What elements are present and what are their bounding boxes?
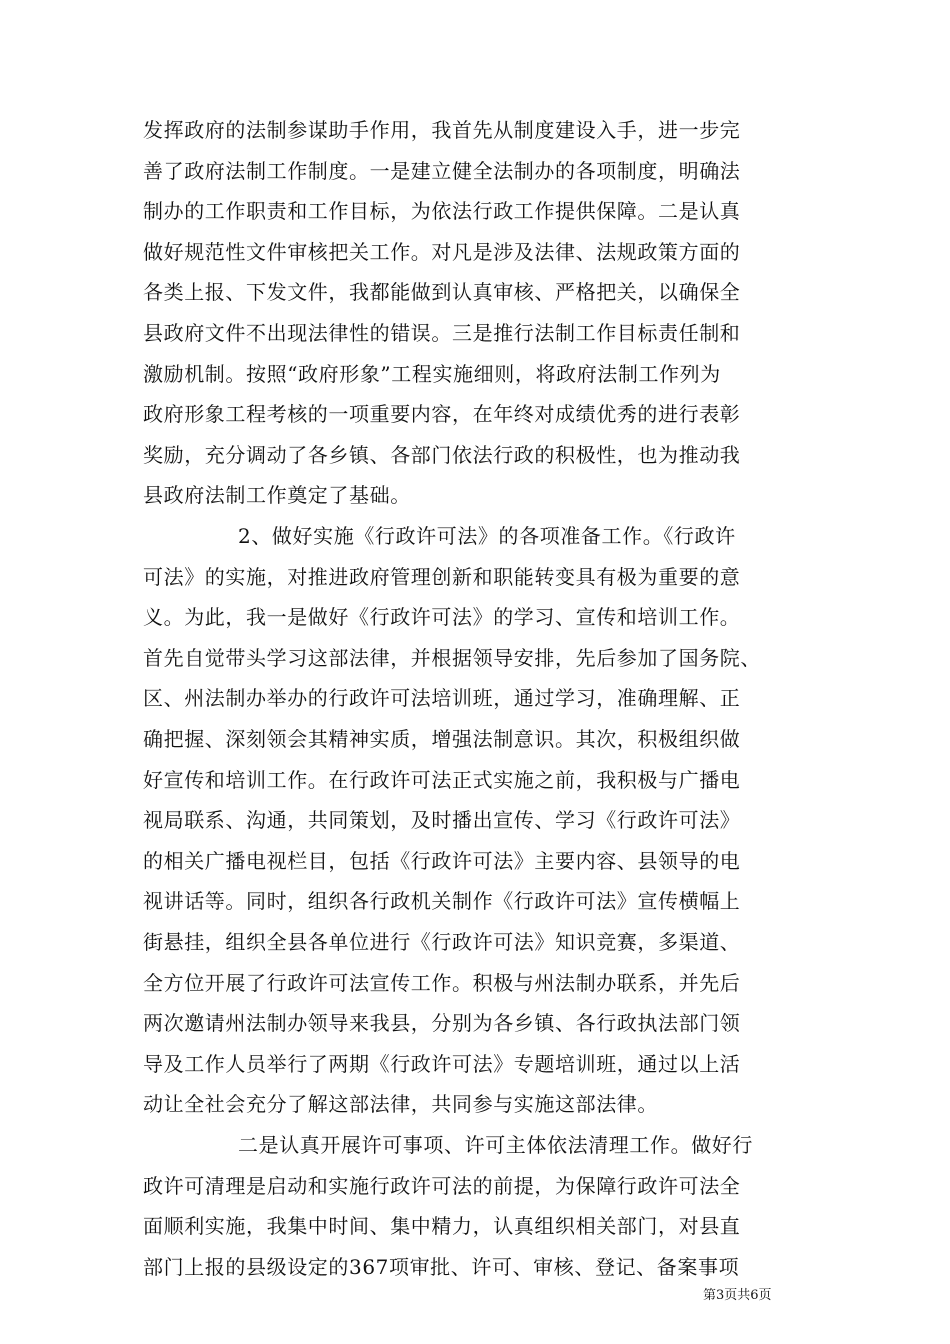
- body-text-line: 发挥政府的法制参谋助手作用，我首先从制度建设入手，进一步完: [143, 118, 741, 142]
- body-text-line: 两次邀请州法制办领导来我县，分别为各乡镇、各行政执法部门领: [143, 1011, 741, 1035]
- body-text-line: 政许可清理是启动和实施行政许可法的前提，为保障行政许可法全: [143, 1174, 741, 1198]
- body-text-line: 激励机制。按照“政府形象”工程实施细则，将政府法制工作列为: [143, 362, 721, 386]
- body-text-line: 制办的工作职责和工作目标，为依法行政工作提供保障。二是认真: [143, 199, 741, 223]
- body-text-line: 奖励，充分调动了各乡镇、各部门依法行政的积极性，也为推动我: [143, 443, 741, 467]
- body-text-line: 首先自觉带头学习这部法律，并根据领导安排，先后参加了国务院、: [143, 646, 761, 670]
- body-text-line: 动让全社会充分了解这部法律，共同参与实施这部法律。: [143, 1092, 658, 1116]
- body-text-line: 街悬挂，组织全县各单位进行《行政许可法》知识竞赛，多渠道、: [143, 930, 741, 954]
- body-text-line: 部门上报的县级设定的367项审批、许可、审核、登记、备案事项: [143, 1255, 740, 1279]
- body-text-line: 各类上报、下发文件，我都能做到认真审核、严格把关，以确保全: [143, 280, 741, 304]
- body-text-line: 二是认真开展许可事项、许可主体依法清理工作。做好行: [238, 1133, 753, 1157]
- body-text-line: 做好规范性文件审核把关工作。对凡是涉及法律、法规政策方面的: [143, 240, 741, 264]
- body-text-line: 导及工作人员举行了两期《行政许可法》专题培训班，通过以上活: [143, 1052, 741, 1076]
- body-text-line: 视讲话等。同时，组织各行政机关制作《行政许可法》宣传横幅上: [143, 889, 741, 913]
- body-text-line: 县政府法制工作奠定了基础。: [143, 483, 411, 507]
- body-text-line: 确把握、深刻领会其精神实质，增强法制意识。其次，积极组织做: [143, 727, 741, 751]
- body-text-line: 义。为此，我一是做好《行政许可法》的学习、宣传和培训工作。: [143, 605, 741, 629]
- body-text-line: 区、州法制办举办的行政许可法培训班，通过学习，准确理解、正: [143, 686, 741, 710]
- body-text-line: 视局联系、沟通，共同策划，及时播出宣传、学习《行政许可法》: [143, 808, 741, 832]
- body-text-line: 2、做好实施《行政许可法》的各项准备工作。《行政许: [238, 524, 736, 548]
- body-text-line: 面顺利实施，我集中时间、集中精力，认真组织相关部门，对县直: [143, 1214, 741, 1238]
- body-text-line: 好宣传和培训工作。在行政许可法正式实施之前，我积极与广播电: [143, 768, 741, 792]
- body-text-line: 政府形象工程考核的一项重要内容，在年终对成绩优秀的进行表彰: [143, 402, 741, 426]
- body-text-line: 全方位开展了行政许可法宣传工作。积极与州法制办联系，并先后: [143, 971, 741, 995]
- page-number-footer: 第3页共6页: [703, 1288, 772, 1303]
- body-text-line: 善了政府法制工作制度。一是建立健全法制办的各项制度，明确法: [143, 159, 741, 183]
- body-text-line: 可法》的实施，对推进政府管理创新和职能转变具有极为重要的意: [143, 565, 741, 589]
- body-text-line: 县政府文件不出现法律性的错误。三是推行法制工作目标责任制和: [143, 321, 741, 345]
- body-text-line: 的相关广播电视栏目，包括《行政许可法》主要内容、县领导的电: [143, 849, 741, 873]
